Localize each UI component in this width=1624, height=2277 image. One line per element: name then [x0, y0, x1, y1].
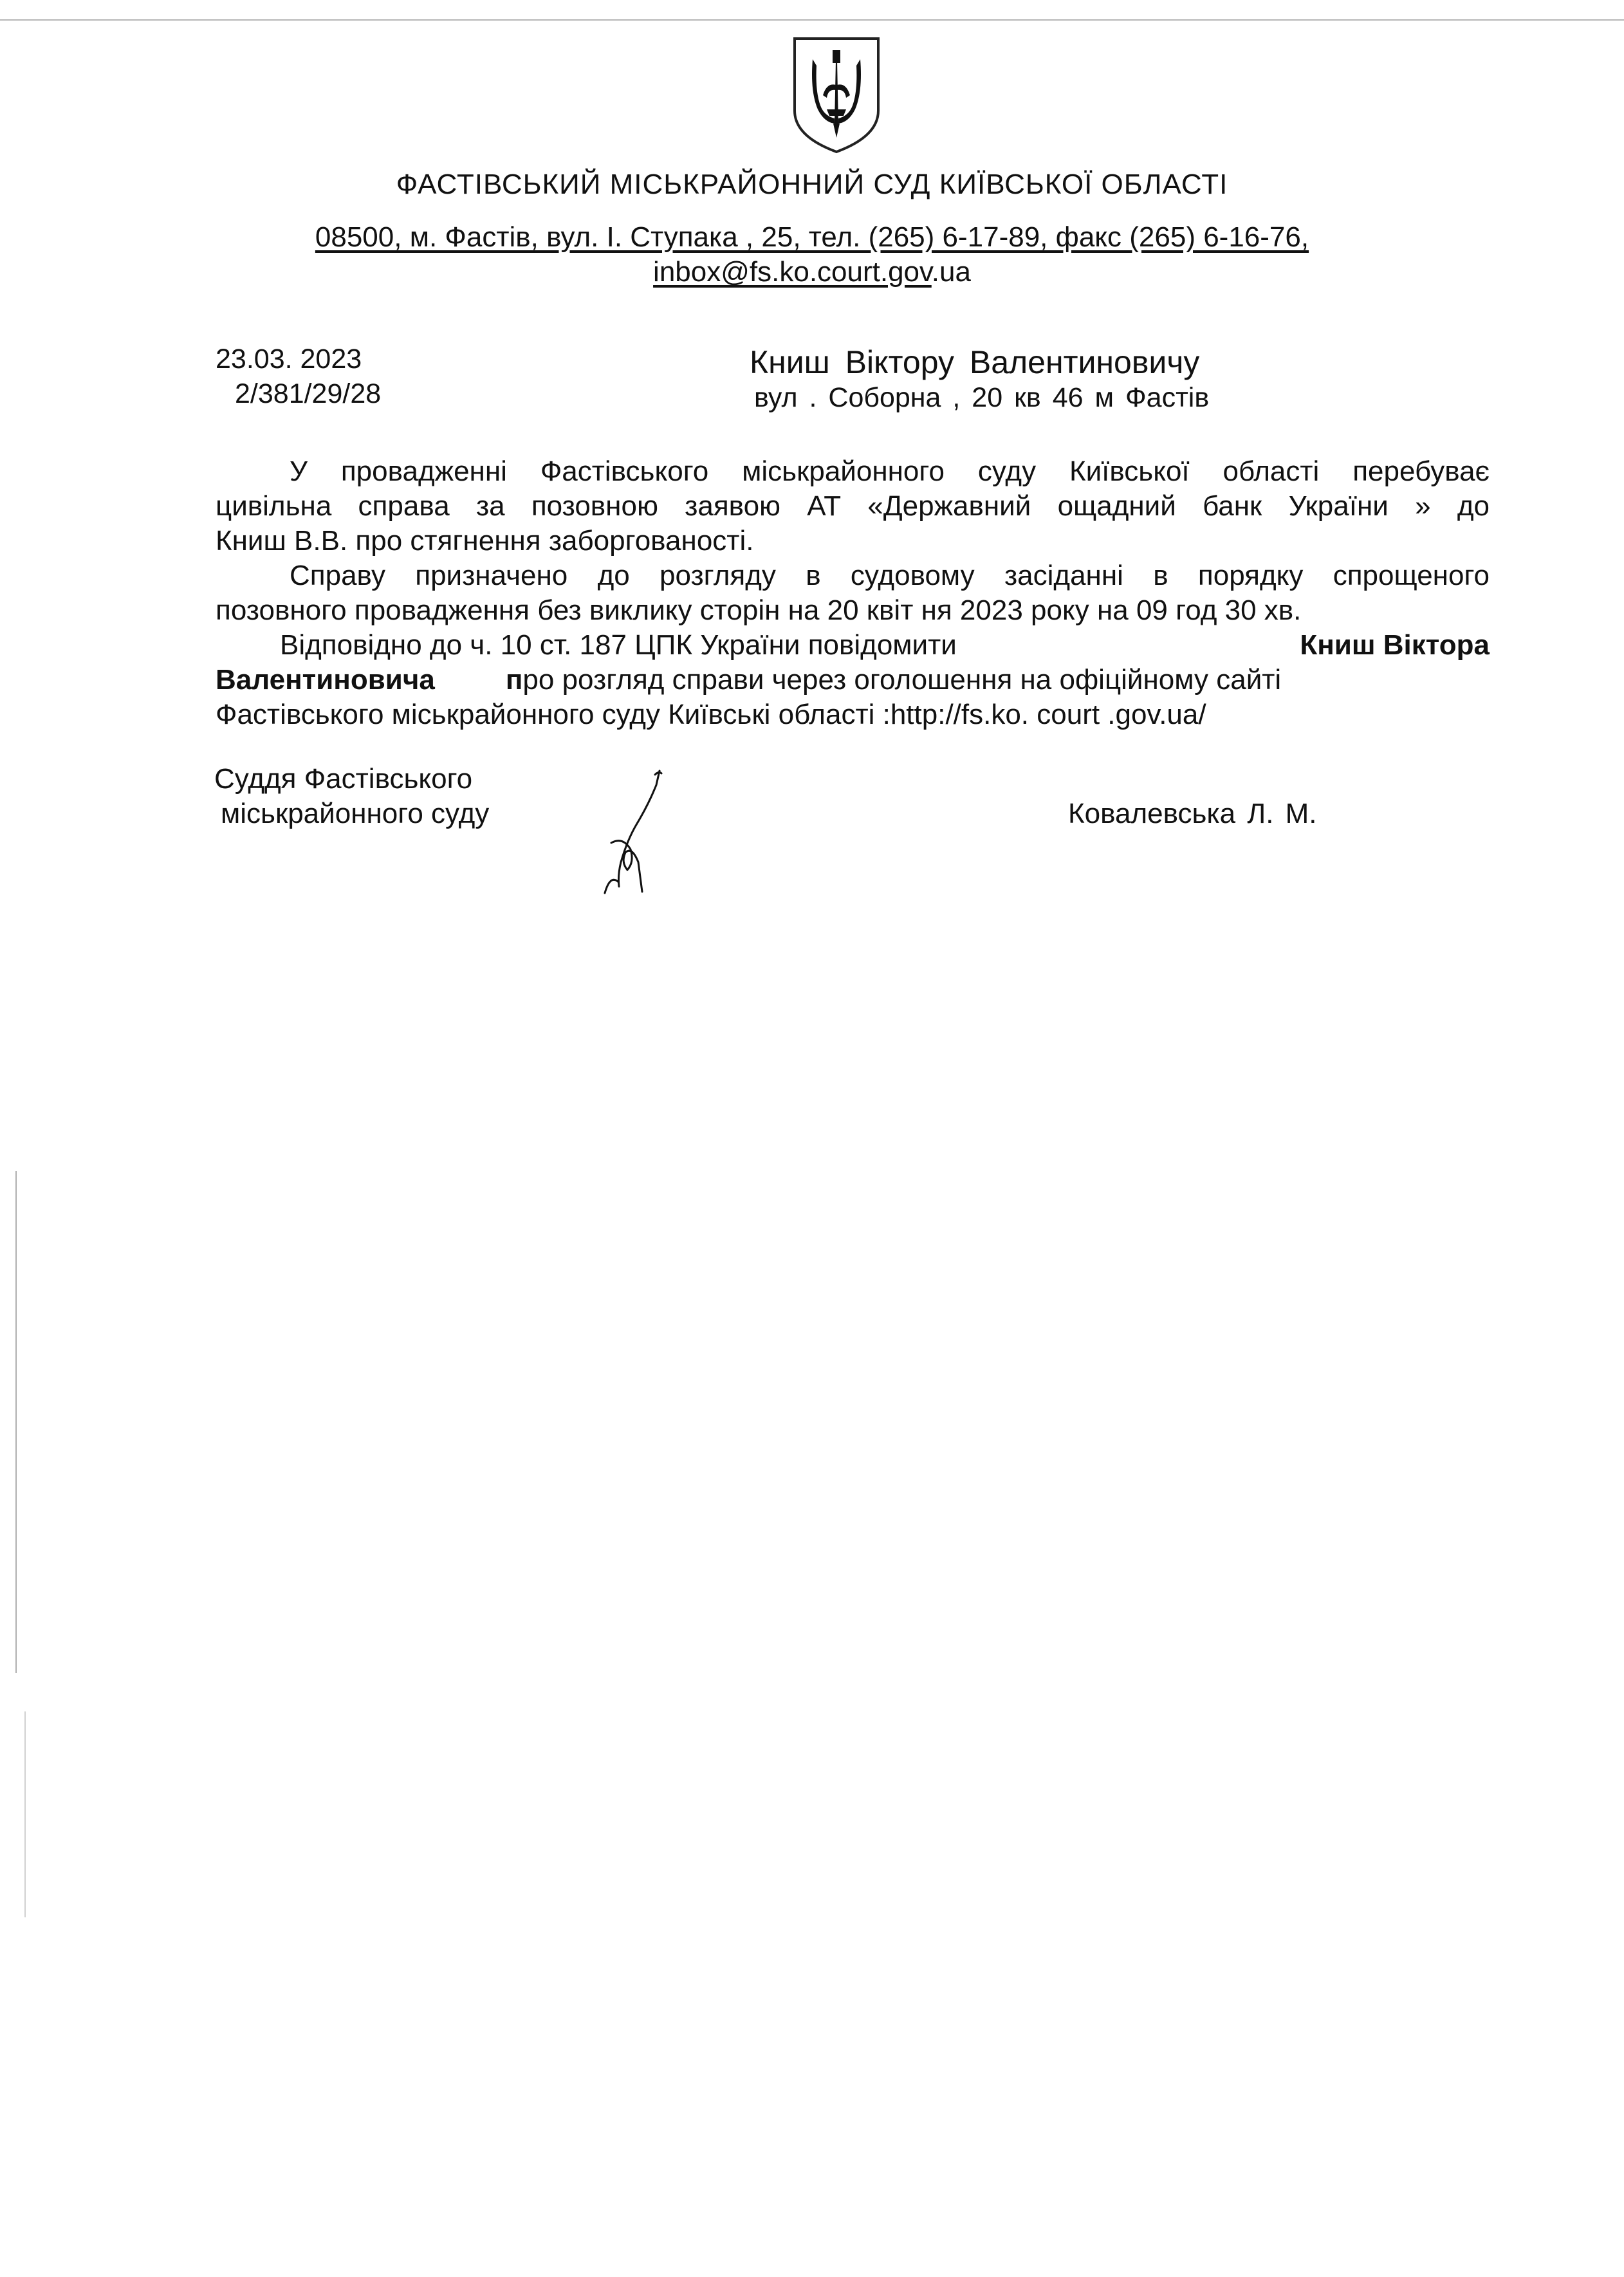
- signatory-title-line-2: міськрайонного суду: [221, 798, 490, 829]
- paragraph-3-line-2: [216, 663, 1490, 697]
- defendant-name-bold: Книш Віктора: [1300, 629, 1490, 661]
- paragraph-1-line-2: цивільна справа за позовною заявою АТ «Державний ощадний банк України » до: [216, 490, 1490, 522]
- paragraph-1-line-1: У провадженні Фастівського міськрайонного суду Київської області перебуває: [290, 456, 1490, 487]
- defendant-patronymic-bold: Валентиновича: [216, 664, 435, 696]
- bold-letter: п: [505, 664, 523, 696]
- judge-name: Ковалевська Л. М.: [1068, 798, 1317, 829]
- court-email-suffix: .ua: [931, 256, 971, 288]
- signatory-title-line-1: Суддя Фастівського: [214, 763, 473, 795]
- court-email: [0, 256, 1624, 288]
- handwritten-signature: [592, 766, 669, 901]
- ukraine-trident-emblem-icon: [788, 33, 885, 156]
- paragraph-3-line-3: Фастівського міськрайонного суду Київські області :http://fs.ko. court .gov.ua/: [216, 699, 1206, 730]
- scan-top-line: [0, 19, 1624, 21]
- court-email-link[interactable]: inbox@fs.ko.court.gov: [653, 256, 932, 288]
- document-date: 23.03. 2023: [216, 344, 362, 374]
- court-address: 08500, м. Фастів, вул. І. Ступака , 25, тел. (265) 6-17-89, факс (265) 6-16-76,: [315, 221, 1309, 253]
- paragraph-3-line-2-text: ро розгляд справи через оголошення на офіційному сайті: [522, 664, 1282, 696]
- paragraph-1-line-3: Книш В.В. про стягнення заборгованості.: [216, 525, 754, 557]
- paragraph-2-line-2: позовного провадження без виклику сторін на 20 квіт ня 2023 року на 09 год 30 хв.: [216, 595, 1302, 626]
- scan-left-edge-lower: [24, 1711, 26, 1917]
- paragraph-2-line-1: Справу призначено до розгляду в судовому засіданні в порядку спрощеного: [290, 560, 1490, 591]
- recipient-address: вул . Соборна , 20 кв 46 м Фастів: [754, 382, 1210, 413]
- paragraph-3-line-1: [280, 628, 1490, 663]
- reference-number: 2/381/29/28: [235, 378, 382, 409]
- paragraph-3-line-1-text: Відповідно до ч. 10 ст. 187 ЦПК України повідомити: [280, 629, 957, 661]
- recipient-name: Книш Віктору Валентиновичу: [750, 344, 1200, 380]
- court-name: ФАСТІВСЬКИЙ МІСЬКРАЙОННИЙ СУД КИЇВСЬКОЇ ОБЛАСТІ: [396, 169, 1228, 200]
- scan-left-edge: [15, 1171, 17, 1673]
